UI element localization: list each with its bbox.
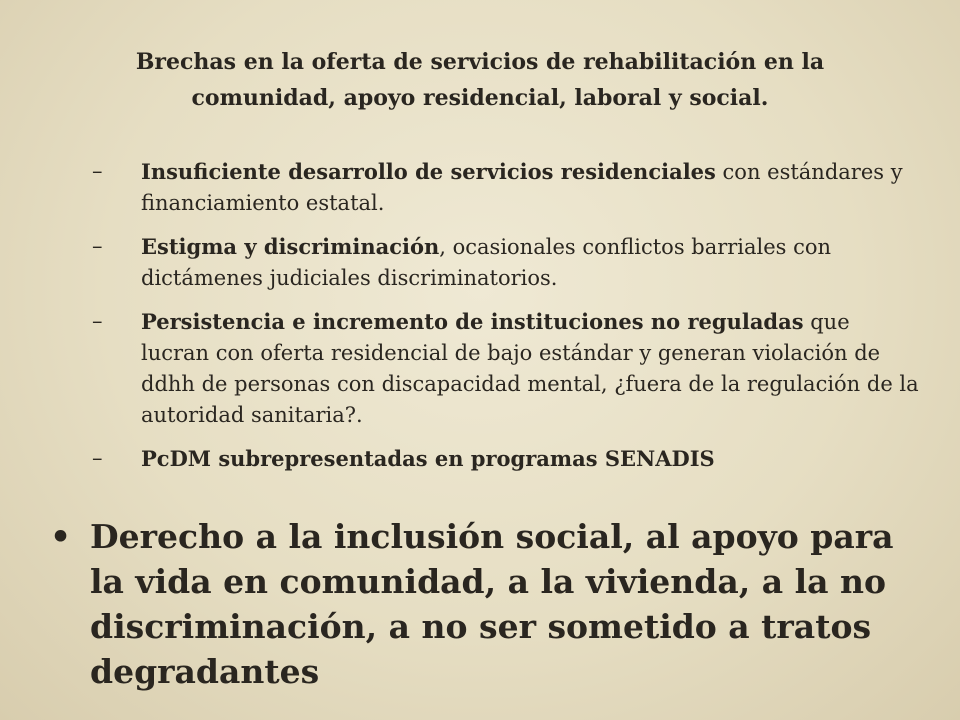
sub-bullet-item	[92, 231, 922, 294]
sub-bullet-text: con estándares y financiamiento estatal.	[141, 160, 903, 215]
dash-marker: –	[92, 446, 103, 470]
sub-bullet-item	[92, 306, 922, 431]
main-bullet-item	[48, 514, 928, 694]
sub-bullet-list	[92, 156, 922, 487]
dash-marker: –	[92, 159, 103, 183]
sub-bullet-bold-text: Insuficiente desarrollo de servicios residenciales	[141, 159, 716, 184]
bullet-marker: •	[50, 517, 72, 556]
sub-bullet-text: que lucran con oferta residencial de bajo estándar y generan violación de ddhh de personas con discapacidad mental, ¿fuera de la regulación de la autoridad sanitaria?.	[141, 310, 919, 427]
main-bullet-list	[48, 514, 928, 694]
sub-bullet-bold-text: Persistencia e incremento de instituciones no reguladas	[141, 309, 804, 334]
sub-bullet-item	[92, 443, 922, 475]
slide-title: Brechas en la oferta de servicios de rehabilitación en la comunidad, apoyo residencial, laboral y social.	[135, 49, 825, 111]
dash-marker: –	[92, 234, 103, 258]
main-bullet-text: Derecho a la inclusión social, al apoyo para la vida en comunidad, a la vivienda, a la no discriminación, a no ser sometido a tratos degradantes	[90, 517, 894, 691]
dash-marker: –	[92, 309, 103, 333]
sub-bullet-bold-text: PcDM subrepresentadas en programas SENADIS	[141, 446, 715, 471]
sub-bullet-bold-text: Estigma y discriminación	[141, 234, 440, 259]
sub-bullet-text: , ocasionales conflictos barriales con dictámenes judiciales discriminatorios.	[141, 235, 832, 290]
sub-bullet-item	[92, 156, 922, 219]
